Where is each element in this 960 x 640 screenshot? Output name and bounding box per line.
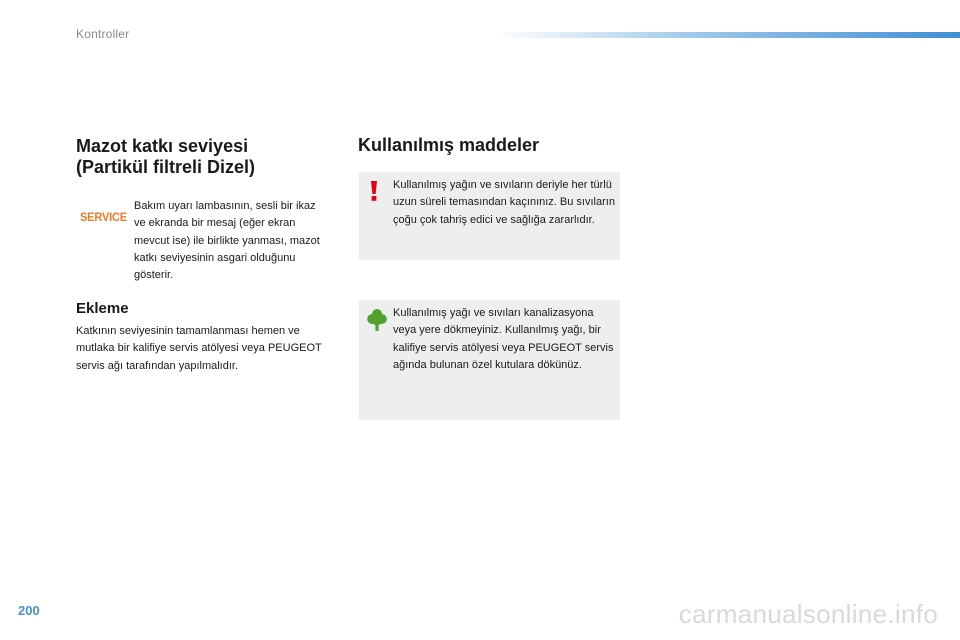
service-warning-icon: SERVICE — [80, 210, 127, 224]
page-number: 200 — [18, 603, 40, 618]
warning-text: Kullanılmış yağın ve sıvıların deriyle her türlü uzun süreli temasından kaçınınız. Bu sıvıların çoğu çok tahriş edici ve sağlığa zararlıdır. — [393, 179, 615, 226]
tree-environment-icon — [367, 308, 387, 337]
right-section-title: Kullanılmış maddeler — [358, 135, 540, 155]
environment-text: Kullanılmış yağı ve sıvıları kanalizasyona veya yere dökmeyiniz. Kullanılmış yağı, bir kalifiye servis atölyesi veya PEUGEOT servis ağında bulunan özel kutulara dökünüz. — [393, 307, 614, 371]
environment-box — [359, 300, 620, 420]
refill-description: Katkının seviyesinin tamamlanması hemen ve mutlaka bir kalifiye servis atölyesi veya PEUGEOT servis ağı tarafından yapılmalıdır. — [76, 325, 322, 372]
left-title-line2: (Partikül filtreli Dizel) — [76, 157, 256, 177]
left-column — [76, 136, 336, 372]
header-section-label: Kontroller — [76, 27, 130, 41]
watermark: carmanualsonline.info — [678, 599, 938, 629]
header-accent-bar — [495, 32, 960, 38]
left-section-title — [76, 136, 336, 178]
exclamation-warning-icon — [367, 180, 381, 207]
refill-subheading: Ekleme — [76, 300, 129, 317]
left-title-line1: Mazot katkı seviyesi — [76, 136, 249, 156]
service-description: Bakım uyarı lambasının, sesli bir ikaz ve ekranda bir mesaj (eğer ekran mevcut ise) ile birlikte yanması, mazot katkı seviyesinin asgari olduğunu gösterir. — [134, 200, 320, 282]
warning-box — [359, 172, 620, 260]
